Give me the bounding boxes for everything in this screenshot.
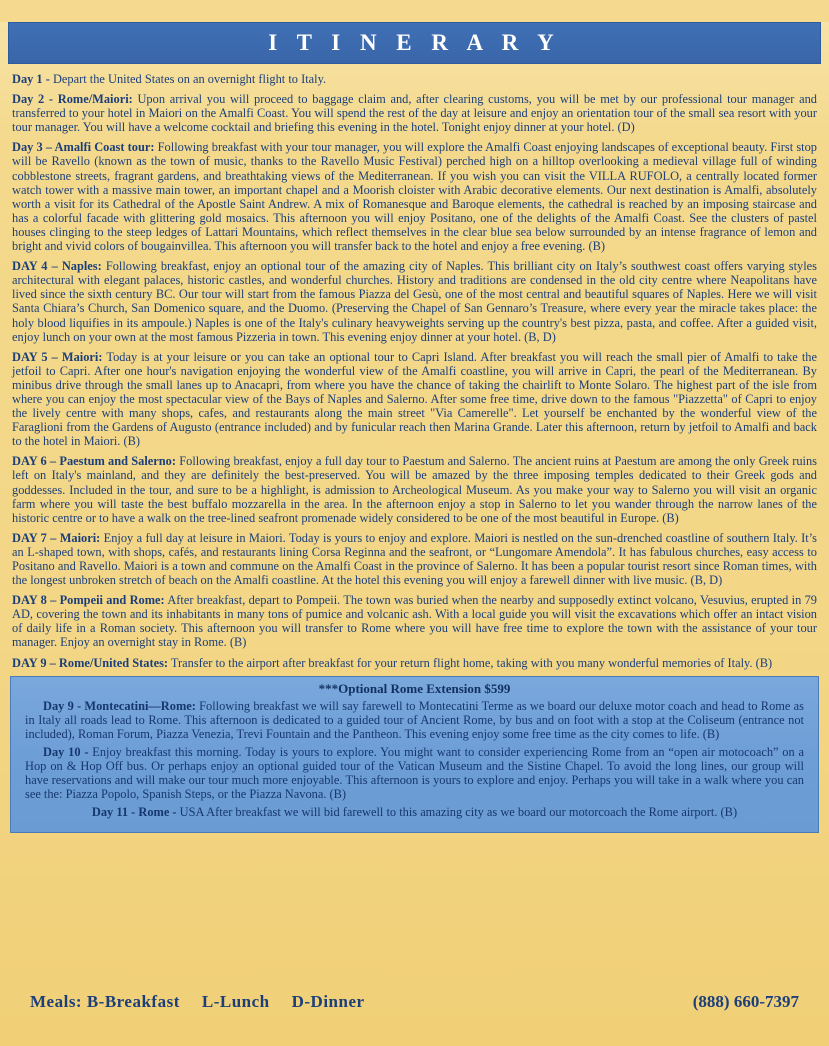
itinerary-day-text: Enjoy a full day at leisure in Maiori. Today is yours to enjoy and explore. Maiori is nestled on the sun-drenched coastline of southern Italy. It’s an L-shaped town, with shops, cafés, and restaurants lining Corsa Reginna and the seafront, or “Lungomare Amendola”. It has fabulous churches, easy access to Positano and Ravello. Maiori is a town and commune on the Amalfi Coast in the province of Salerno. It has been a popular tourist resort since Roman times, with the longest unbroken stretch of beach on the Amalfi coastline. At the hotel this evening you will enjoy a farewell dinner with live music. (B, D) — [12, 530, 817, 588]
itinerary-day — [12, 656, 817, 670]
extension-title: ***Optional Rome Extension $599 — [318, 680, 511, 696]
page-footer — [0, 970, 829, 1046]
itinerary-day-label: DAY 5 – Maiori: — [12, 349, 103, 364]
itinerary-day-label: DAY 4 – Naples: — [12, 259, 102, 274]
itinerary-day — [12, 350, 817, 449]
itinerary-day-text: Depart the United States on an overnight flight to Italy. — [52, 72, 327, 86]
optional-extension-box — [10, 676, 819, 833]
itinerary-day-text: Following breakfast, enjoy a full day tour to Paestum and Salerno. The ancient ruins at Paestum are among the only Greek ruins left on Italy's mainland, and they are definitely the best-preserved. You will be amazed by the three imposing temples dedicated to their Greek gods and goddesses. Included in the tour, and sure to be a highlight, is admission to Archeological Museum. As you make your way to Salerno you will visit an organic farm where you will taste the best buffalo mozzarella in the area. In the afternoon enjoy a stop in Salerno to let you wander through the narrow lanes of the historic centre or to have a walk on the tree-lined seafront promenade widely considered to be one of the most beautiful in Europe. (B) — [12, 454, 817, 525]
itinerary-day-label: DAY 7 – Maiori: — [12, 530, 101, 545]
meals-legend — [30, 992, 387, 1012]
itinerary-day — [12, 454, 817, 524]
itinerary-content — [0, 64, 829, 670]
contact-phone[interactable]: (888) 660-7397 — [692, 992, 799, 1011]
itinerary-day-label: DAY 8 – Pompeii and Rome: — [12, 593, 165, 608]
extension-day-label: Day 11 - Rome - — [91, 805, 177, 820]
itinerary-day-text: Upon arrival you will proceed to baggage claim and, after clearing customs, you will be met by our professional tour manager and transferred to your hotel in Maiori on the Amalfi Coast. You will spend the rest of the day at leisure and enjoy an orientation tour of the small sea resort with your tour manager. You will have a welcome cocktail and briefing this evening in the hotel. Tonight enjoy dinner at your hotel. (D) — [12, 92, 817, 135]
itinerary-day-label: DAY 9 – Rome/United States: — [12, 655, 169, 670]
meals-dinner: D-Dinner — [291, 992, 365, 1011]
extension-day-text: USA After breakfast we will bid farewell to this amazing city as we board our motorcoach the Rome airport. (B) — [176, 805, 738, 820]
itinerary-day-label: Day 2 - Rome/Maiori: — [12, 92, 133, 107]
extension-day — [25, 805, 804, 819]
itinerary-page — [0, 22, 829, 1046]
page-title-bar — [8, 22, 821, 64]
meals-breakfast: Meals: B-Breakfast — [30, 992, 180, 1011]
itinerary-day-text: Following breakfast, enjoy an optional tour of the amazing city of Naples. This brilliant city on Italy’s southwest coast offers varying styles architectural with elegant palaces, historic castles, and wonderful churches. History and traditions are condensed in the old city centre where Neapolitans have lived since the sixth century BC. Our tour will start from the famous Piazza del Gesù, one of the most central and beautiful squares of Naples. Here we will visit Santa Chiara’s Church, San Domenico square, and the Duomo. (Preserving the Chapel of San Gennaro’s Treasure, where every year the miracle takes place: the holy blood liquifies in its ampoule.) Naples is one of the Italy's culinary heavyweights serving up the country's best pizza, pasta, and coffee. After a guided visit, enjoy lunch on your own at the most famous Pizzeria in town. This evening enjoy dinner at your hotel. (B, D) — [12, 259, 818, 344]
itinerary-day-label: Day 3 – Amalfi Coast tour: — [12, 140, 155, 155]
itinerary-day-label: DAY 6 – Paestum and Salerno: — [12, 454, 177, 469]
extension-day-label: Day 10 - — [43, 745, 89, 760]
itinerary-day-text: Today is at your leisure or you can take an optional tour to Capri Island. After breakfast you will reach the small pier of Amalfi to take the jetfoil to Capri. After one hour's navigation enjoying the wonderful view of the Amalfi coastline, you will arrive in Capri, the pearl of the Mediterranean. By minibus drive through the small lanes up to Anacapri, from where you have the chance of taking the chairlift to Monte Solaro. The highest part of the isle from where you can enjoy the most spectacular view of the Bays of Naples and Salerno. After some free time, drive down to the famous "Piazzetta" of Capri to enjoy the lively centre with many shops, cafes, and restaurants along the main street "Via Camerelle". Let yourself be enchanted by the wonderful view of the Faraglioni from the Gardens of Augusto (entrance included) and by funicular reach then Marina Grande. Later this afternoon, return by jetfoil to Amalfi and back to the hotel in Maiori. (B) — [12, 349, 818, 449]
itinerary-day — [12, 531, 817, 587]
itinerary-day — [12, 140, 817, 253]
extension-day — [25, 745, 804, 801]
itinerary-day — [12, 92, 817, 134]
extension-day-text: Following breakfast we will say farewell to Montecatini Terme as we board our deluxe motor coach and head to Rome as in Italy all roads lead to Rome. This afternoon is dedicated to a guided tour of Ancient Rome, by bus and on foot with a stop at the Coliseum (entrance not included), Roman Forum, Piazza Venezia, Trevi Fountain and the Pantheon. This evening enjoy some free time as the city comes to life. (B) — [25, 698, 804, 741]
itinerary-day-text: Following breakfast with your tour manager, you will explore the Amalfi Coast enjoying landscapes of exceptional beauty. First stop will be Ravello (known as the town of music, thanks to the Ravello Music Festival) perched high on a hilltop overlooking a medieval village full of winding cobblestone streets, fragrant gardens, and breathtaking views of the Mediterranean. If you wish you can visit the VILLA RUFOLO, a centrally located former watch tower with a massive main tower, an important chapel and a Moorish cloister with Arabic decorative elements. Our next destination is Amalfi, absolutely worth a visit for its Cathedral of the Apostle Saint Andrew. A mix of Romanesque and Baroque elements, the cathedral is reached by an imposing staircase and has a colorful facade with glittering gold mosaics. This afternoon you will enjoy Positano, one of the delights of the Amalfi Coast. See the clusters of pastel houses clinging to the steep ledges of Lattari Mountains, which reflect themselves in the clear blue sea below surrounded by an intense fragrance of lemon and bright and vivid colors of bougainvillea. This afternoon you will transfer back to the hotel and enjoy a free evening. (B) — [12, 140, 817, 254]
itinerary-day — [12, 593, 817, 649]
extension-day — [25, 699, 804, 741]
extension-day-label: Day 9 - Montecatini—Rome: — [43, 698, 196, 713]
itinerary-day-label: Day 1 - — [12, 72, 53, 86]
itinerary-day — [12, 72, 817, 86]
itinerary-day — [12, 259, 817, 344]
itinerary-day-text: After breakfast, depart to Pompeii. The town was buried when the nearby and supposedly extinct volcano, Vesuvius, erupted in 79 AD, covering the town and its inhabitants in many tons of pumice and volcanic ash. With a local guide you will visit the excavations which offer an intact vision of daily life in a Roman society. This afternoon you will transfer to Rome where you will have free time to explore the town with the assistance of your tour manager. Enjoy an overnight stay in Rome. (B) — [12, 593, 817, 650]
meals-lunch: L-Lunch — [201, 992, 270, 1011]
extension-day-text: Enjoy breakfast this morning. Today is yours to explore. You might want to consider experiencing Rome from an “open air motocoach” on a Hop on & Hop Off bus. Or perhaps enjoy an optional guided tour of the Vatican Museum and the Sistine Chapel. To avoid the long lines, our group will have reservations and will make our tour much more enjoyable. This afternoon is yours to explore and enjoy. Perhaps you will take in a walk where you can see the: Piazza Popolo, Spanish Steps, or the Piazza Navona. (B) — [25, 745, 804, 802]
page-title: I T I N E R A R Y — [268, 30, 561, 55]
itinerary-day-text: Transfer to the airport after breakfast for your return flight home, taking with you many wonderful memories of Italy. (B) — [168, 655, 773, 670]
